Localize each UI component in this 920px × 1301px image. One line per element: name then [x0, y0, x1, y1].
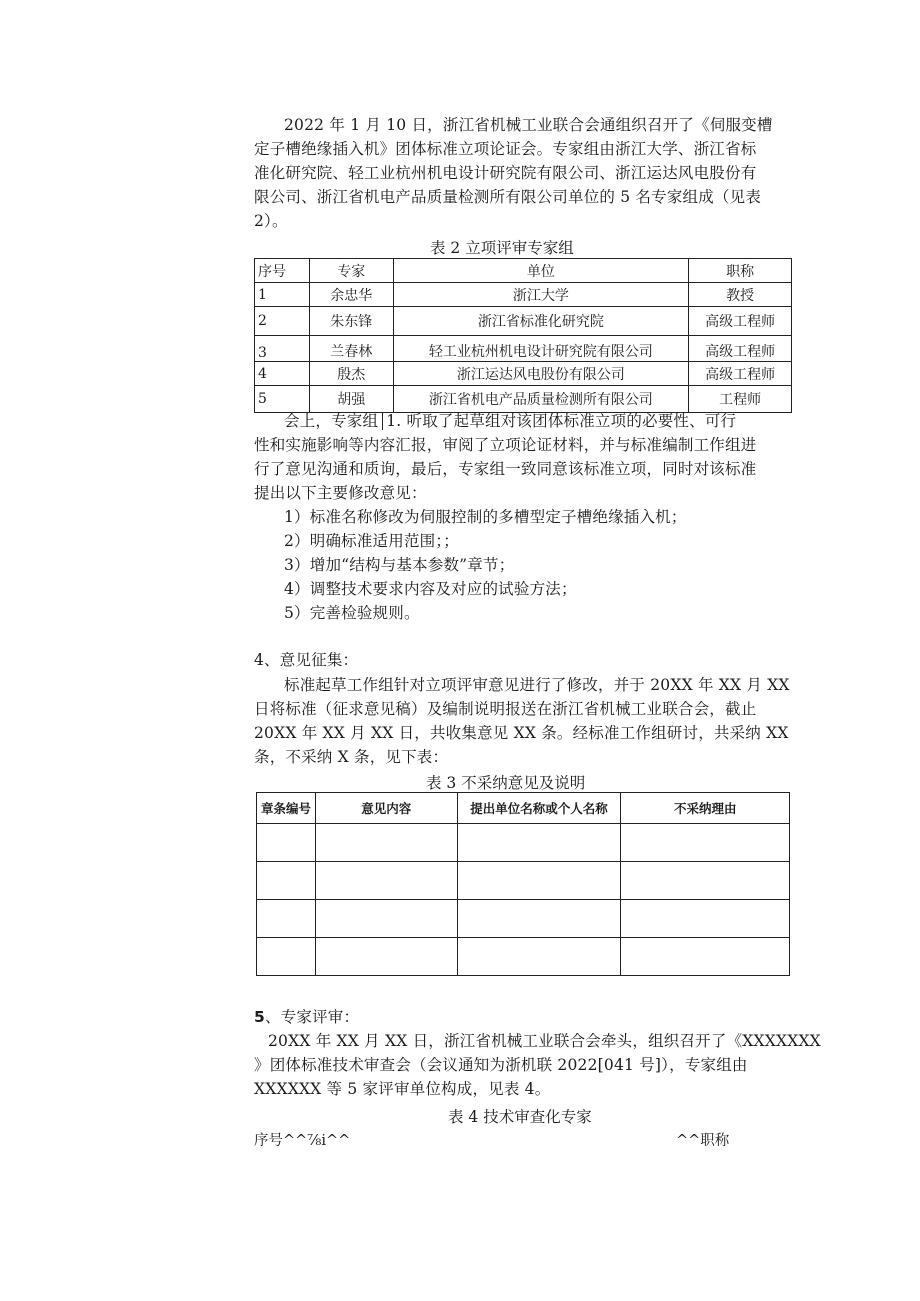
cell: 浙江运达风电股份有限公司 [393, 362, 689, 386]
cell [257, 938, 316, 976]
cell [457, 824, 621, 862]
section4-line: 标准起草工作组针对立项评审意见进行了修改，并于 20XX 年 XX 月 XX [284, 676, 790, 694]
header-cell: 序号 [255, 259, 310, 283]
table3-caption: 表 3 不采纳意见及说明 [426, 774, 586, 792]
cell: 浙江省机电产品质量检测所有限公司 [393, 386, 689, 413]
table4-header-left: 序号^^⅞i^^ [254, 1133, 351, 1149]
section5-line: 》团体标准技术审查会（会议通知为浙机联 2022[041 号]），专家组由 [254, 1056, 748, 1074]
cell: 4 [255, 362, 310, 386]
rejected-opinions-table [256, 792, 790, 976]
table4-header-right: ^^职称 [676, 1133, 730, 1149]
cell [457, 938, 621, 976]
cell: 浙江大学 [393, 283, 689, 307]
section5-line: XXXXXX 等 5 家评审单位构成，见表 4。 [254, 1080, 551, 1098]
cell: 胡强 [309, 386, 393, 413]
cell [621, 938, 790, 976]
section4-heading: 4、意见征集： [254, 651, 359, 669]
cell: 高级工程师 [689, 362, 792, 386]
cell [621, 900, 790, 938]
cell [457, 862, 621, 900]
table-row [257, 900, 790, 938]
section4-line: 20XX 年 XX 月 XX 日，共收集意见 XX 条。经标准工作组研讨，共采纳 XX [254, 724, 789, 742]
cell: 2 [255, 307, 310, 336]
table-row [257, 862, 790, 900]
cell: 5 [255, 386, 310, 413]
meeting-first-rest: 1. 听取了起草组对该团体标准立项的必要性、可行 [382, 412, 736, 430]
cell: 朱东锋 [309, 307, 393, 336]
cell [621, 824, 790, 862]
cell: 兰春林 [309, 336, 393, 362]
meeting-line [284, 409, 794, 433]
header-cell: 意见内容 [315, 793, 457, 824]
cell [621, 862, 790, 900]
cell [315, 862, 457, 900]
table-header-row [257, 793, 790, 824]
cell: 殷杰 [309, 362, 393, 386]
cell: 轻工业杭州机电设计研究院有限公司 [393, 336, 689, 362]
intro-line: 定子槽绝缘插入机》团体标准立项论证会。专家组由浙江大学、浙江省标 [254, 140, 757, 158]
section4-line: 日将标准（征求意见稿）及编制说明报送在浙江省机械工业联合会，截止 [254, 700, 757, 718]
header-cell: 提出单位名称或个人名称 [457, 793, 621, 824]
table2-caption: 表 2 立项评审专家组 [430, 239, 574, 257]
intro-line: 限公司、浙江省机电产品质量检测所有限公司单位的 5 名专家组成（见表 [254, 188, 762, 206]
expert-table [254, 258, 792, 413]
header-cell: 章条编号 [257, 793, 316, 824]
cell: 浙江省标准化研究院 [393, 307, 689, 336]
header-cell: 职称 [689, 259, 792, 283]
cell [457, 900, 621, 938]
intro-line: 2022 年 1 月 10 日，浙江省机械工业联合会通组织召开了《伺服变槽 [284, 116, 773, 134]
intro-line: 准化研究院、轻工业杭州机电设计研究院有限公司、浙江运达风电股份有 [254, 164, 757, 182]
section5-number: 5 [254, 1008, 265, 1026]
section4-line: 条，不采纳 X 条，见下表： [254, 748, 449, 766]
header-cell: 单位 [393, 259, 689, 283]
cell [315, 824, 457, 862]
cell: 1 [255, 283, 310, 307]
cell [315, 938, 457, 976]
list-item: 3）增加“结构与基本参数”章节； [284, 556, 515, 574]
section5-title: 、专家评审： [265, 1008, 360, 1026]
meeting-line: 提出以下主要修改意见： [254, 484, 427, 502]
table-header-row [255, 259, 792, 283]
cell: 3 [255, 336, 310, 362]
list-item: 2）明确标准适用范围；； [284, 532, 460, 550]
list-item: 1）标准名称修改为伺服控制的多槽型定子槽绝缘插入机； [284, 508, 687, 526]
table-row [257, 938, 790, 976]
cell: 高级工程师 [689, 307, 792, 336]
meeting-line: 性和实施影响等内容汇报，审阅了立项论证材料，并与标准编制工作组进 [254, 436, 757, 454]
table4-caption: 表 4 技术审查化专家 [448, 1108, 592, 1126]
table-row [255, 362, 792, 386]
cell [315, 900, 457, 938]
cell [257, 900, 316, 938]
cell [257, 862, 316, 900]
cell: 高级工程师 [689, 336, 792, 362]
table-row [255, 283, 792, 307]
meeting-prefix: 会上，专家组 [284, 412, 379, 430]
cell: 教授 [689, 283, 792, 307]
table-row [255, 336, 792, 362]
cell [257, 824, 316, 862]
cell: 余忠华 [309, 283, 393, 307]
intro-line: 2）。 [254, 212, 288, 230]
section5-line: 20XX 年 XX 月 XX 日，浙江省机械工业联合会牵头，组织召开了《XXXXXXX [268, 1032, 821, 1050]
list-item: 5）完善检验规则。 [284, 604, 420, 622]
header-cell: 不采纳理由 [621, 793, 790, 824]
header-cell: 专家 [309, 259, 393, 283]
meeting-line: 行了意见沟通和质询，最后，专家组一致同意该标准立项，同时对该标准 [254, 460, 757, 478]
table-row [255, 307, 792, 336]
cell: 工程师 [689, 386, 792, 413]
table-row [257, 824, 790, 862]
list-item: 4）调整技术要求内容及对应的试验方法； [284, 580, 577, 598]
section5-heading [254, 1005, 794, 1029]
